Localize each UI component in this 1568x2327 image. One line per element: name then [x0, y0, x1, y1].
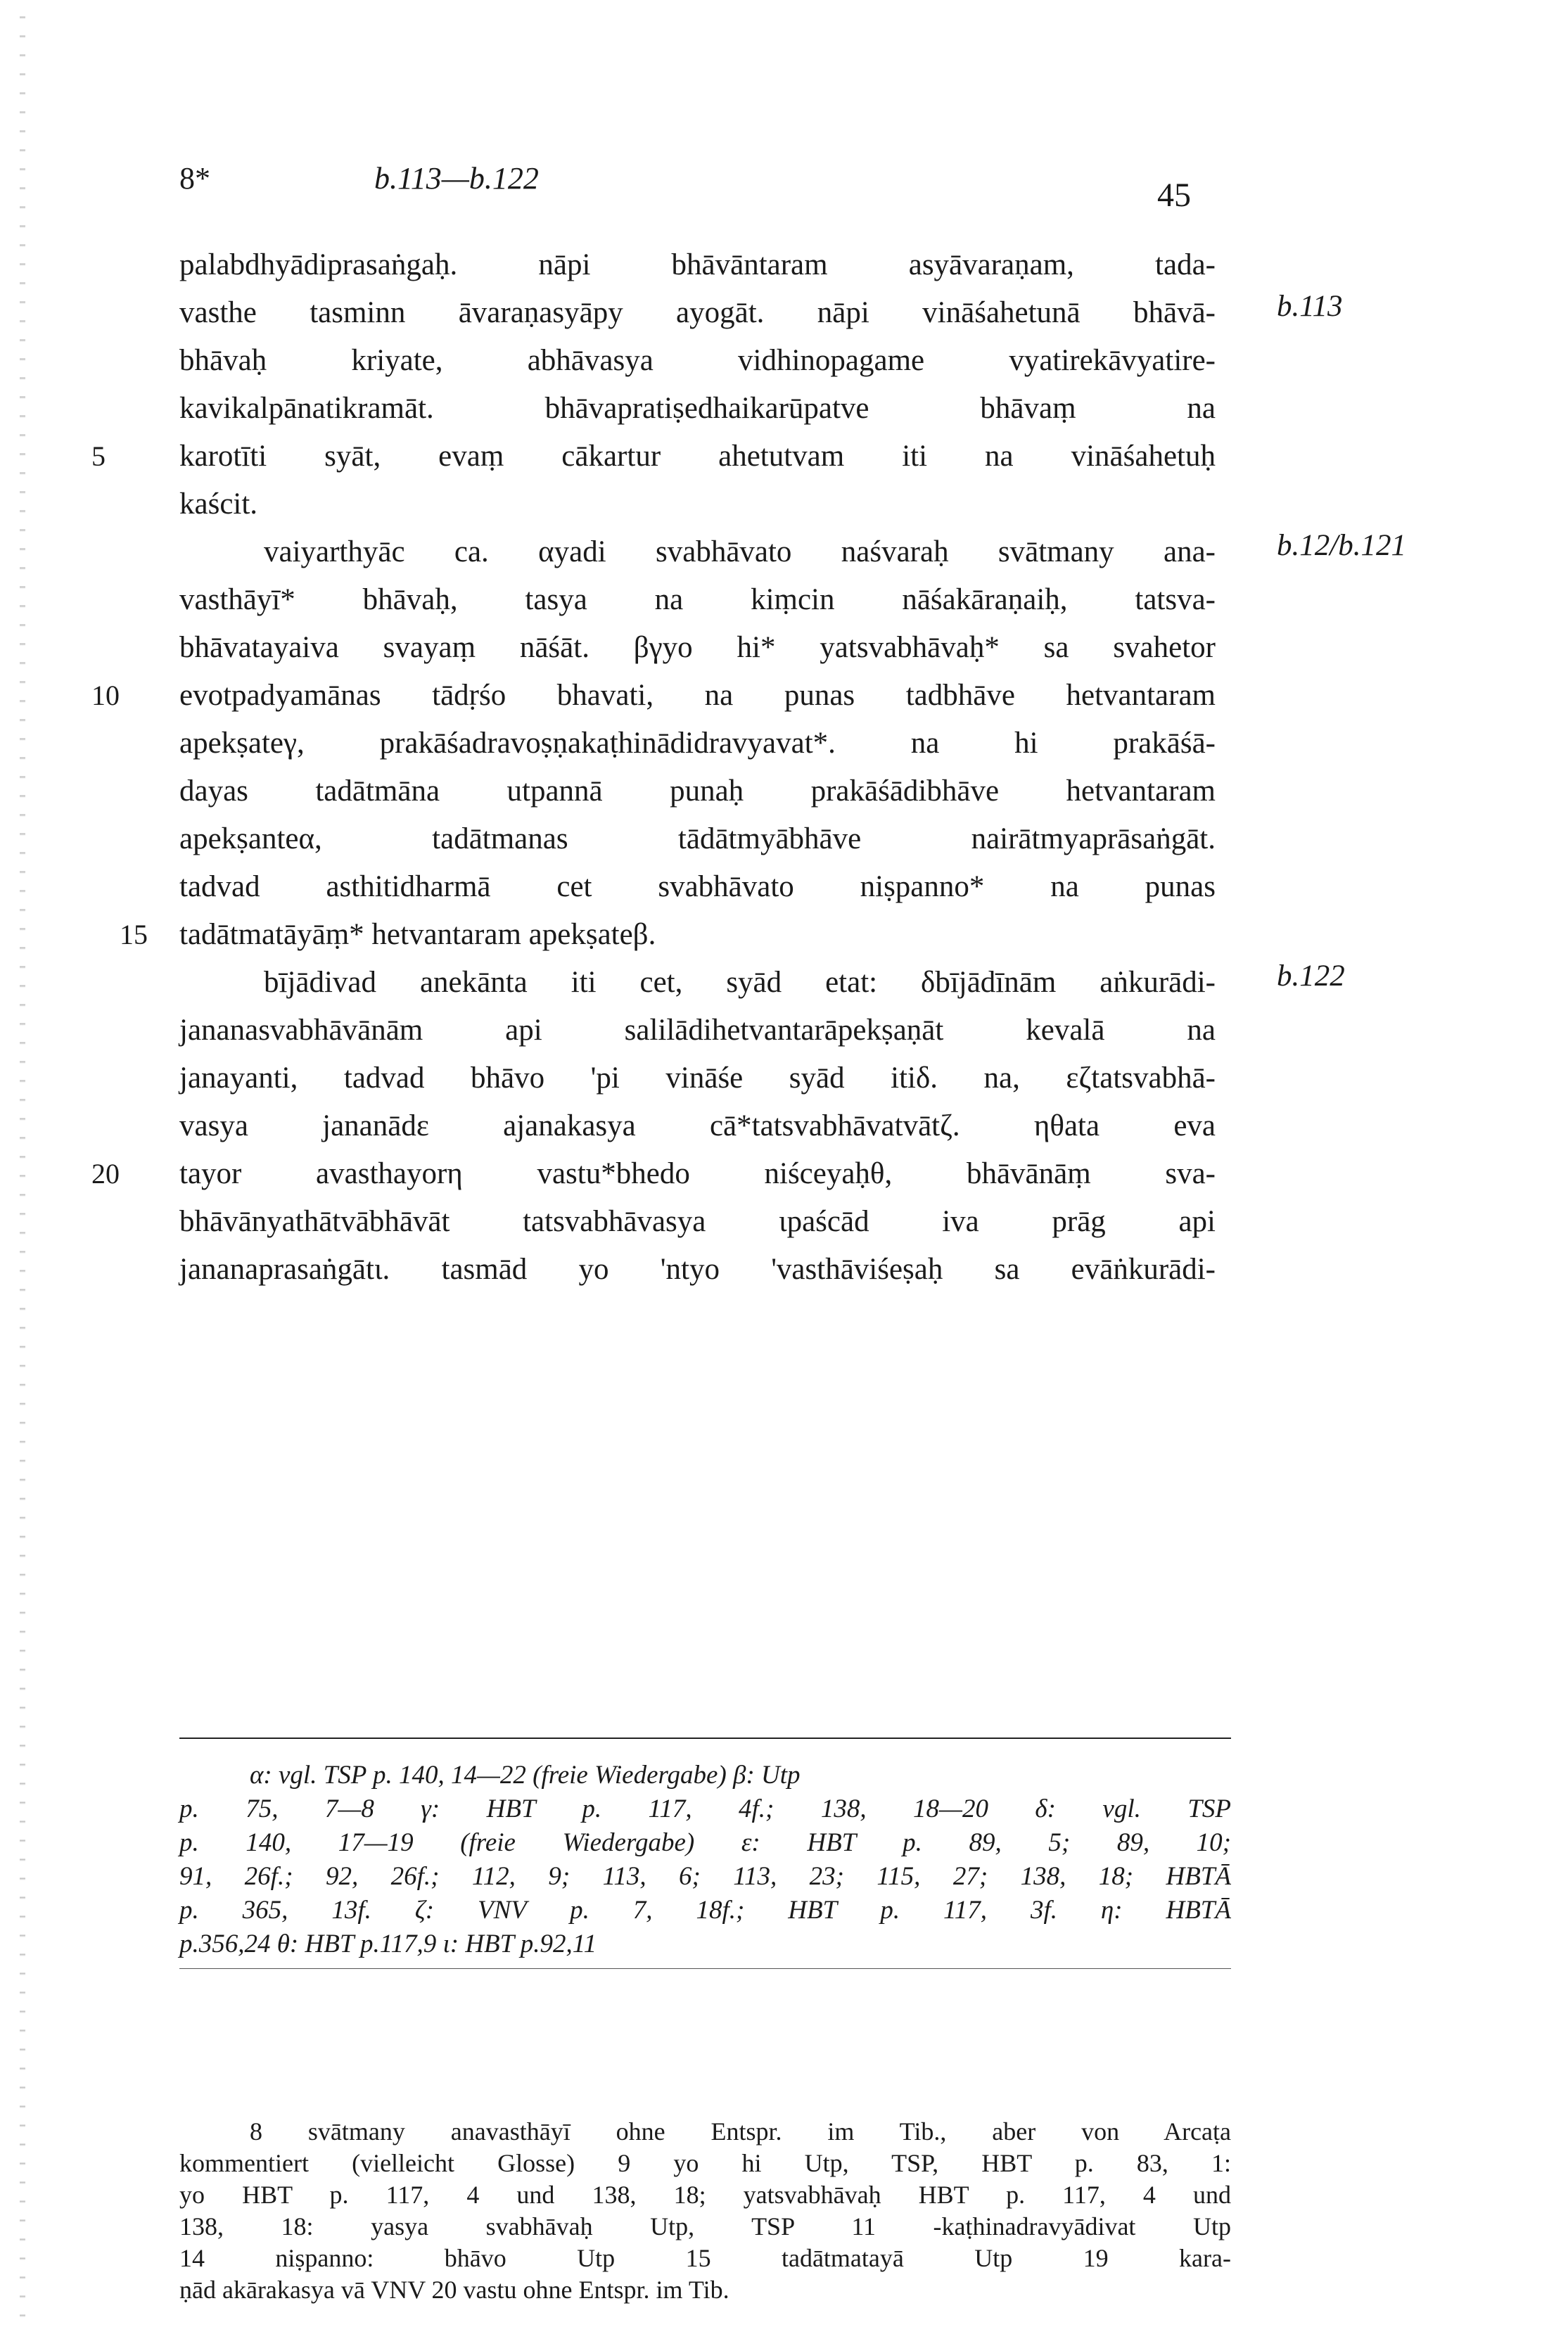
text-line [120, 911, 1216, 959]
text-line: apekṣateγ, prakāśadravoṣṇakaṭhinādidravyavat*. na hi prakāśā- [179, 727, 1216, 760]
text-line-content: evotpadyamānas tādṛśo bhavati, na punas tadbhāve hetvantaram [179, 679, 1216, 712]
text-line: tadvad asthitidharmā cet svabhāvato niṣpanno* na punas [179, 870, 1216, 903]
source-note-line: p. 365, 13f. ζ: VNV p. 7, 18f.; HBT p. 117, 3f. η: HBTĀ [179, 1896, 1231, 1925]
margin-reference: b.113 [1277, 290, 1343, 323]
text-line [91, 1150, 1216, 1198]
line-number: 5 [91, 440, 106, 472]
notes-separator [179, 1968, 1231, 1969]
line-number: 20 [91, 1158, 120, 1190]
critical-note-line: 8 svātmany anavasthāyī ohne Entspr. im Tib., aber von Arcaṭa [250, 2117, 1231, 2146]
source-notes [179, 1759, 1231, 1961]
margin-reference: b.12/b.121 [1277, 529, 1406, 562]
text-line: palabdhyādiprasaṅgaḥ. nāpi bhāvāntaram asyāvaraṇam, tada- [179, 248, 1216, 281]
critical-note-line: ṇād akārakasya vā VNV 20 vastu ohne Entspr. im Tib. [179, 2276, 729, 2304]
text-line: vasya jananādε ajanakasya cā*tatsvabhāvatvātζ. ηθata eva [179, 1109, 1216, 1142]
text-line: vaiyarthyāc ca. αyadi svabhāvato naśvaraḥ svātmany ana- [264, 535, 1216, 568]
text-line: bhāvānyathātvābhāvāt tatsvabhāvasya ιpaścād iva prāg api [179, 1205, 1216, 1238]
text-line: apekṣanteα, tadātmanas tādātmyābhāve nairātmyaprāsaṅgāt. [179, 822, 1216, 855]
text-line-content: tayor avasthayorη vastu*bhedo niśceyaḥθ, bhāvānāṃ sva- [179, 1157, 1216, 1190]
text-line: jananasvabhāvānām api salilādihetvantarāpekṣaṇāt kevalā na [179, 1014, 1216, 1047]
critical-note-line: 138, 18: yasya svabhāvaḥ Utp, TSP 11 -kaṭhinadravyādivat Utp [179, 2212, 1231, 2240]
text-line: jananaprasaṅgātι. tasmād yo 'ntyo 'vasthāviśeṣaḥ sa evāṅkurādi- [179, 1253, 1216, 1286]
text-line: dayas tadātmāna utpannā punaḥ prakāśādibhāve hetvantaram [179, 774, 1216, 808]
source-note-line: p. 75, 7—8 γ: HBT p. 117, 4f.; 138, 18—20 δ: vgl. TSP [179, 1794, 1231, 1823]
source-note-line: p. 140, 17—19 (freie Wiedergabe) ε: HBT p. 89, 5; 89, 10; [179, 1828, 1231, 1857]
scan-edge-artifact [20, 0, 25, 2327]
footnote-rule [179, 1738, 1231, 1739]
text-line: bījādivad anekānta iti cet, syād etat: δbījādīnām aṅkurādi- [264, 966, 1216, 999]
text-line-content: karotīti syāt, evaṃ cākartur ahetutvam iti na vināśahetuḥ [179, 440, 1216, 473]
critical-note-line: yo HBT p. 117, 4 und 138, 18; yatsvabhāvaḥ HBT p. 117, 4 und [179, 2181, 1231, 2209]
text-line: bhāvatayaiva svayaṃ nāśāt. βγyo hi* yatsvabhāvaḥ* sa svahetor [179, 631, 1216, 664]
main-text [91, 241, 1406, 1294]
page-number: 45 [1157, 177, 1191, 214]
critical-notes [179, 2116, 1231, 2306]
text-line: kavikalpānatikramāt. bhāvapratiṣedhaikarūpatve bhāvaṃ na [179, 392, 1216, 425]
source-note-line: p.356,24 θ: HBT p.117,9 ι: HBT p.92,11 [179, 1930, 597, 1958]
running-head: b.113—b.122 [374, 161, 539, 196]
text-line [91, 433, 1216, 480]
source-note-line: α: vgl. TSP p. 140, 14—22 (freie Wiedergabe) β: Utp [250, 1761, 801, 1790]
line-number: 15 [120, 919, 148, 950]
margin-reference: b.122 [1277, 960, 1345, 993]
source-note-line: 91, 26f.; 92, 26f.; 112, 9; 113, 6; 113, 23; 115, 27; 138, 18; HBTĀ [179, 1862, 1231, 1891]
critical-note-line: 14 niṣpanno: bhāvo Utp 15 tadātmatayā Utp 19 kara- [179, 2244, 1231, 2272]
text-line: vasthe tasminn āvaraṇasyāpy ayogāt. nāpi vināśahetunā bhāvā- [179, 296, 1216, 329]
line-number: 10 [91, 680, 120, 711]
text-line: bhāvaḥ kriyate, abhāvasya vidhinopagame vyatirekāvyatire- [179, 344, 1216, 377]
text-line: vasthāyī* bhāvaḥ, tasya na kiṃcin nāśakāraṇaiḥ, tatsva- [179, 583, 1216, 616]
signature-mark: 8* [179, 161, 210, 196]
critical-note-line: kommentiert (vielleicht Glosse) 9 yo hi Utp, TSP, HBT p. 83, 1: [179, 2149, 1231, 2177]
text-line-content: tadātmatāyāṃ* hetvantaram apekṣateβ. [179, 918, 656, 951]
text-line: janayanti, tadvad bhāvo 'pi vināśe syād itiδ. na, εζtatsvabhā- [179, 1062, 1216, 1095]
text-line [91, 672, 1216, 720]
text-line: kaścit. [179, 487, 258, 521]
